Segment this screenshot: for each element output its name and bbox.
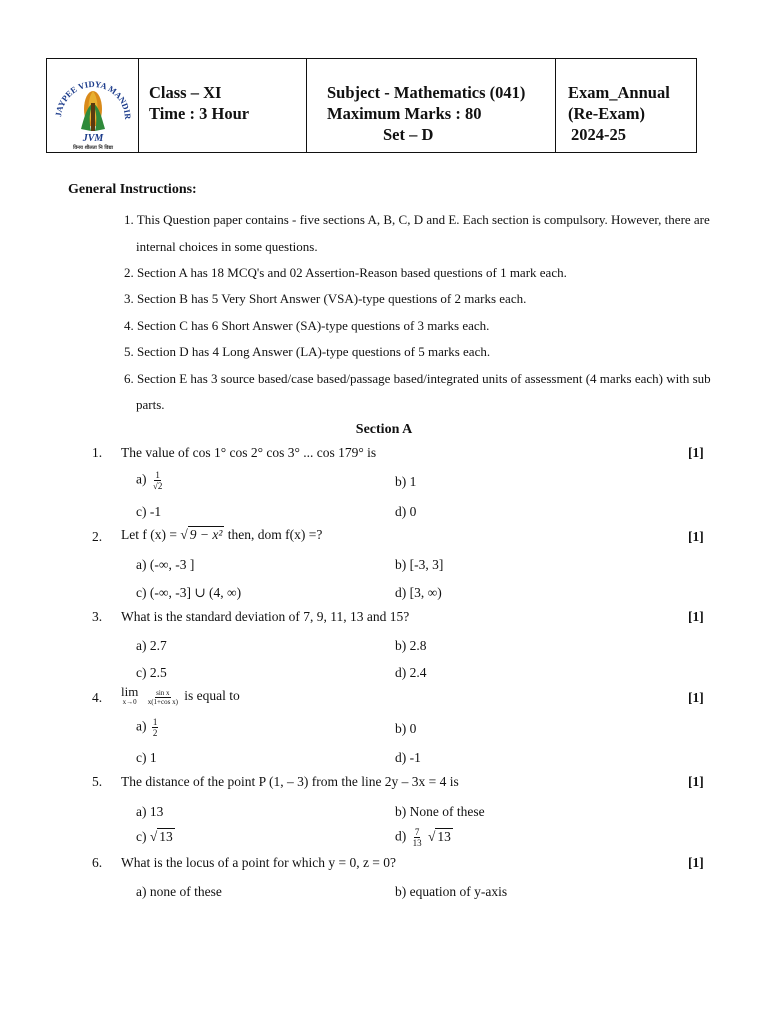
class-time-cell <box>139 59 307 152</box>
option-a <box>136 717 160 738</box>
option-b: b) 0 <box>395 721 417 736</box>
subject-label: Subject - Mathematics (041) <box>327 83 526 102</box>
fraction-numerator: 7 <box>414 827 420 837</box>
exam-cell <box>556 59 696 152</box>
option-d: d) 0 <box>395 504 417 519</box>
exam-header <box>46 58 697 153</box>
question-text: What is the standard deviation of 7, 9, 11, 13 and 15? <box>121 609 410 624</box>
square-root: √ 13 <box>149 829 173 844</box>
section-title: Section A <box>355 422 413 437</box>
question-marks: [1] <box>688 774 704 789</box>
option-b: b) None of these <box>395 804 485 819</box>
instruction-item: internal choices in some questions. <box>136 239 318 254</box>
question-text: The distance of the point P (1, – 3) from the line 2y – 3x = 4 is <box>121 774 459 789</box>
option-b: b) 1 <box>395 474 417 489</box>
instruction-item: 2. Section A has 18 MCQ's and 02 Assertion-Reason based questions of 1 mark each. <box>124 265 567 280</box>
instruction-item: 6. Section E has 3 source based/case based/passage based/integrated units of assessment (4 marks each) with sub <box>124 371 711 386</box>
question-text-after: is equal to <box>184 688 240 704</box>
option-a: a) (-∞, -3 ] <box>136 557 195 572</box>
fraction-numerator: 1 <box>152 717 158 727</box>
exam-label: Exam_Annual <box>568 83 670 102</box>
question-number: 2. <box>92 529 103 544</box>
option-b: b) equation of y-axis <box>395 884 508 899</box>
option-c: c) -1 <box>136 504 162 519</box>
max-marks-label: Maximum Marks : 80 <box>327 104 482 123</box>
question-marks: [1] <box>688 445 704 460</box>
option-a: a) none of these <box>136 884 222 899</box>
instruction-item: 3. Section B has 5 Very Short Answer (VSA)-type questions of 2 marks each. <box>124 291 527 306</box>
option-d: d) 2.4 <box>395 665 427 680</box>
set-label: Set – D <box>383 125 434 144</box>
limit-label: lim <box>121 684 139 699</box>
fraction-denominator: √2 <box>152 481 163 491</box>
fraction <box>412 827 423 848</box>
option-prefix: d) <box>395 828 407 844</box>
option-prefix: a) <box>136 471 147 487</box>
option-c: c) (-∞, -3] ∪ (4, ∞) <box>136 585 242 600</box>
question-text: What is the locus of a point for which y = 0, z = 0? <box>121 855 397 870</box>
question-number: 4. <box>92 690 103 705</box>
option-c <box>136 829 175 845</box>
question-text <box>121 527 322 543</box>
option-d: d) -1 <box>395 750 421 765</box>
option-b: b) [-3, 3] <box>395 557 444 572</box>
question-marks: [1] <box>688 529 704 544</box>
option-prefix: a) <box>136 718 147 734</box>
question-marks: [1] <box>688 690 704 705</box>
radicand: 13 <box>159 829 173 844</box>
option-a <box>136 470 165 491</box>
instructions-title: General Instructions: <box>68 182 197 197</box>
square-root: √ 13 <box>428 828 451 844</box>
logo-school-name: JAYPEE VIDYA MANDIR <box>53 78 134 120</box>
reexam-label: (Re-Exam) <box>568 104 645 123</box>
option-c: c) 1 <box>136 750 157 765</box>
question-marks: [1] <box>688 609 704 624</box>
question-number: 5. <box>92 774 103 789</box>
subject-cell <box>307 59 556 152</box>
limit-operator <box>121 686 138 708</box>
square-root: √ 9 − x² <box>180 527 223 542</box>
radicand: 9 − x² <box>189 527 223 542</box>
option-prefix: c) <box>136 829 147 844</box>
question-text: The value of cos 1° cos 2° cos 3° ... cos 179° is <box>121 445 377 460</box>
school-logo <box>51 63 135 149</box>
logo-motto: विनय शीलता नि विद्या <box>73 145 113 149</box>
fraction-denominator: 13 <box>412 838 422 848</box>
year-label: 2024-25 <box>571 125 626 144</box>
school-logo-cell <box>47 59 139 152</box>
fraction-denominator: 2 <box>152 728 158 738</box>
fraction-denominator: x(1+cos x) <box>147 697 178 706</box>
instruction-item: 4. Section C has 6 Short Answer (SA)-type questions of 3 marks each. <box>124 318 490 333</box>
logo-initials: JVM <box>82 133 104 144</box>
radicand: 13 <box>437 828 451 844</box>
option-a: a) 13 <box>136 804 164 819</box>
option-b: b) 2.8 <box>395 638 427 653</box>
option-d <box>395 827 453 848</box>
option-c: c) 2.5 <box>136 665 167 680</box>
question-marks: [1] <box>688 855 704 870</box>
fraction <box>147 689 179 706</box>
fraction <box>152 470 163 491</box>
fraction <box>152 717 159 738</box>
option-d: d) [3, ∞) <box>395 585 442 600</box>
time-label: Time : 3 Hour <box>149 104 250 123</box>
instruction-item: 1. This Question paper contains - five sections A, B, C, D and E. Each section is compulsory. However, there are <box>124 212 710 227</box>
question-text-before: Let f (x) = <box>121 527 181 542</box>
option-a: a) 2.7 <box>136 638 167 653</box>
question-number: 1. <box>92 445 103 460</box>
instruction-item: 5. Section D has 4 Long Answer (LA)-type questions of 5 marks each. <box>124 344 491 359</box>
instruction-item: parts. <box>136 397 165 412</box>
question-number: 3. <box>92 609 103 624</box>
question-text-after: then, dom f(x) =? <box>224 527 323 542</box>
class-label: Class – XI <box>149 83 222 102</box>
limit-subscript: x→0 <box>122 698 137 706</box>
question-text <box>121 686 240 708</box>
fraction-numerator: sin x <box>156 688 170 697</box>
question-number: 6. <box>92 855 103 870</box>
fraction-numerator: 1 <box>155 470 160 480</box>
